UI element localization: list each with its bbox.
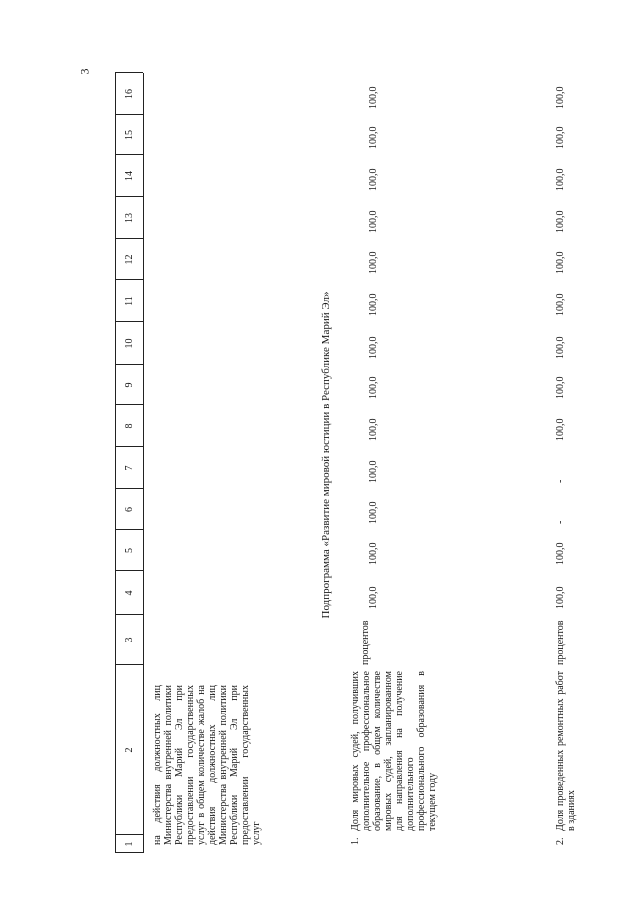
row-unit: процентов bbox=[555, 620, 566, 665]
row-number: 2. bbox=[555, 837, 566, 845]
header-cell-10: 10 bbox=[123, 338, 135, 349]
header-col-divider bbox=[115, 279, 143, 280]
header-cell-11: 11 bbox=[123, 296, 135, 306]
subprogram-title: Подпрограмма «Развитие мировой юстиции в Республике Марий Эл» bbox=[320, 291, 332, 619]
value-cell: 100,0 bbox=[555, 376, 566, 399]
header-cell-8: 8 bbox=[123, 423, 135, 429]
header-cell-13: 13 bbox=[123, 213, 135, 223]
value-cell: 100,0 bbox=[555, 586, 566, 609]
header-col-divider bbox=[115, 321, 143, 322]
value-cell: 100,0 bbox=[368, 542, 379, 565]
value-cell: 100,0 bbox=[368, 501, 379, 524]
header-col-divider bbox=[115, 852, 143, 853]
row-number: 1. bbox=[350, 837, 361, 845]
header-cell-12: 12 bbox=[123, 254, 135, 265]
header-cell-1: 1 bbox=[123, 841, 135, 847]
header-cell-15: 15 bbox=[123, 130, 135, 140]
header-cell-2: 2 bbox=[123, 747, 135, 753]
header-col-divider bbox=[115, 404, 143, 405]
value-cell: 100,0 bbox=[555, 210, 566, 233]
value-cell: 100,0 bbox=[368, 418, 379, 441]
value-cell: 100,0 bbox=[368, 460, 379, 483]
value-cell: - bbox=[555, 479, 566, 483]
value-cell: 100,0 bbox=[368, 293, 379, 316]
row-text: Доля мировых судей, получивших дополнительное профессиональное образование, в общем количестве мировых судей, запланированном для направления на получение дополнительного профессионального образования в текущем году bbox=[350, 671, 438, 831]
value-cell: 100,0 bbox=[555, 86, 566, 109]
value-cell: 100,0 bbox=[368, 86, 379, 109]
header-col-divider bbox=[115, 529, 143, 530]
header-col-divider bbox=[115, 664, 143, 665]
value-cell: 100,0 bbox=[555, 168, 566, 191]
value-cell: 100,0 bbox=[555, 251, 566, 274]
header-cell-4: 4 bbox=[123, 590, 135, 596]
header-col-divider bbox=[115, 72, 143, 73]
header-col-divider bbox=[115, 238, 143, 239]
header-col-divider bbox=[115, 446, 143, 447]
header-col-divider bbox=[115, 114, 143, 115]
value-cell: 100,0 bbox=[368, 251, 379, 274]
header-bottom-line bbox=[143, 73, 144, 853]
header-cell-3: 3 bbox=[123, 637, 135, 643]
row-unit: процентов bbox=[360, 620, 371, 665]
value-cell: 100,0 bbox=[368, 336, 379, 359]
value-cell: 100,0 bbox=[555, 336, 566, 359]
header-col-divider bbox=[115, 364, 143, 365]
value-cell: 100,0 bbox=[368, 376, 379, 399]
header-col-divider bbox=[115, 834, 143, 835]
page-number: 3 bbox=[77, 68, 92, 75]
header-cell-9: 9 bbox=[123, 382, 135, 388]
value-cell: 100,0 bbox=[555, 126, 566, 149]
header-col-divider bbox=[115, 488, 143, 489]
header-cell-6: 6 bbox=[123, 507, 135, 512]
header-cell-14: 14 bbox=[123, 171, 135, 181]
row-text: Доля проведенных ремонтных работ в зданиях bbox=[555, 671, 577, 831]
header-col-divider bbox=[115, 196, 143, 197]
header-col-divider bbox=[115, 614, 143, 615]
value-cell: 100,0 bbox=[555, 542, 566, 565]
header-cell-7: 7 bbox=[123, 465, 135, 471]
value-cell: 100,0 bbox=[555, 293, 566, 316]
value-cell: 100,0 bbox=[368, 126, 379, 149]
continuation-text: на действия должностных лиц Министерства внутренней политики Республики Марий Эл при предоставлении государственных услуг в общем количестве жалоб на действия должностных лиц Министерства внутренней политики Республики Марий Эл при предоставлении государственных услуг bbox=[152, 685, 262, 845]
value-cell: 100,0 bbox=[368, 168, 379, 191]
value-cell: 100,0 bbox=[368, 586, 379, 609]
header-col-divider bbox=[115, 154, 143, 155]
header-cell-16: 16 bbox=[123, 89, 135, 99]
value-cell: 100,0 bbox=[555, 418, 566, 441]
value-cell: - bbox=[555, 520, 566, 524]
value-cell: 100,0 bbox=[368, 210, 379, 233]
header-cell-5: 5 bbox=[123, 548, 135, 553]
header-col-divider bbox=[115, 570, 143, 571]
